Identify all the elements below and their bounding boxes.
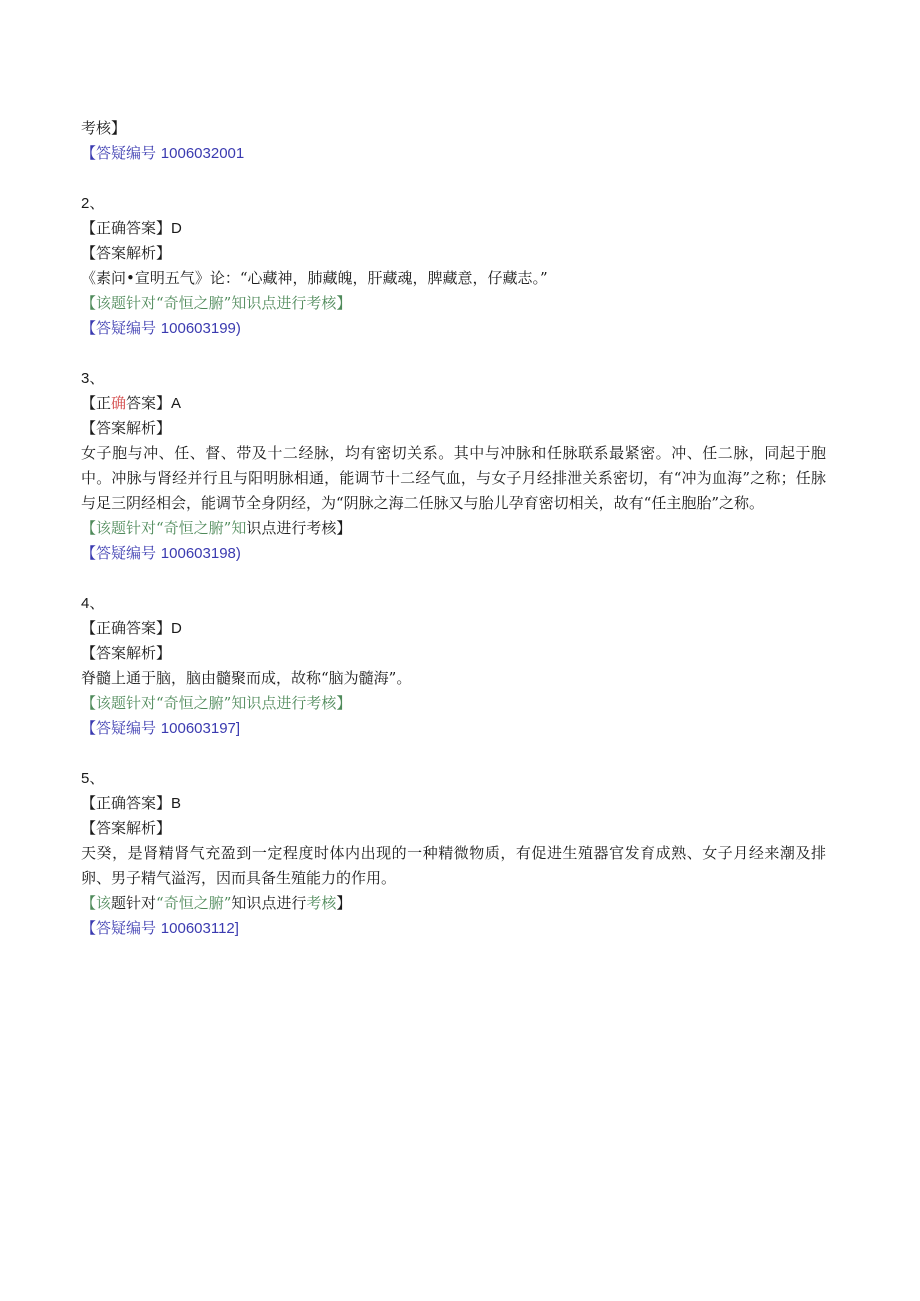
kp-topic: “奇恒之腑”知 (156, 294, 247, 312)
kp-close-a: 知识点进行 (231, 894, 307, 912)
kp-topic: “奇恒之腑”知 (156, 519, 247, 537)
analysis-text: 脊髓上通于脑，脑由髓聚而成，故称“脑为髓海”。 (81, 669, 412, 687)
analysis-text: 女子胞与冲、任、督、带及十二经脉，均有密切关系。其中与冲脉和任脉联系最紧密。冲、任二脉，同起于胞中。冲脉与肾经并行且与阳明脉相通，能调节十二经气血，与女子月经排泄关系密切，有“冲为血海”之称；任脉与足三阴经相会，能调节全身阴经，为“阴脉之海二任脉又与胎儿孕育密切相关，故有“任主胞胎”之称。 (81, 444, 826, 512)
question-number: 4、 (81, 595, 105, 612)
answer-id-number: 1006032001 (160, 145, 245, 162)
correct-answer-label-c: 答案】 (126, 394, 172, 412)
correct-answer-label-b: 确 (111, 394, 127, 412)
prev-answer-id (81, 141, 831, 166)
answer-id-number: 100603197] (160, 720, 241, 737)
answer-id-number: 100603112] (160, 920, 239, 937)
kp-close: 识点进行考核】 (246, 294, 352, 312)
analysis-label: 【答案解析】 (81, 244, 172, 262)
correct-answer-value: D (171, 620, 182, 637)
kp-open-b: 题针对 (111, 894, 157, 912)
question-5 (81, 766, 831, 941)
question-number: 5、 (81, 770, 105, 787)
correct-answer-label: 【正确答案】 (81, 619, 172, 637)
kp-open: 【该题针对 (81, 519, 157, 537)
kp-open-a: 【该 (81, 894, 112, 912)
question-2 (81, 191, 831, 341)
kp-open: 【该题针对 (81, 694, 157, 712)
correct-answer-value: B (171, 795, 182, 812)
kp-close-b: 考核 (306, 894, 337, 912)
answer-id-label: 【答疑编号 (81, 319, 157, 337)
question-4 (81, 591, 831, 741)
question-number: 2、 (81, 195, 105, 212)
answer-id-label: 【答疑编号 (81, 544, 157, 562)
answer-id (81, 541, 831, 566)
document-page (81, 116, 831, 941)
prev-question-tail (81, 116, 831, 141)
correct-answer (81, 216, 831, 241)
correct-answer-label-a: 【正 (81, 394, 112, 412)
correct-answer-label: 【正确答案】 (81, 794, 172, 812)
answer-id-number: 100603199) (160, 320, 241, 337)
analysis-text: 天癸，是肾精肾气充盈到一定程度时体内出现的一种精微物质，有促进生殖器官发育成熟、女子月经来潮及排卵、男子精气溢泻，因而具备生殖能力的作用。 (81, 844, 826, 887)
analysis-label: 【答案解析】 (81, 644, 172, 662)
correct-answer-label: 【正确答案】 (81, 219, 172, 237)
knowledge-point (81, 891, 831, 916)
prev-kp-tail: 考核】 (81, 119, 127, 137)
analysis-label: 【答案解析】 (81, 819, 172, 837)
answer-id (81, 316, 831, 341)
kp-topic: “奇恒之腑”知 (156, 694, 247, 712)
kp-close: 识点进行考核】 (246, 519, 352, 537)
correct-answer (81, 391, 831, 416)
kp-topic: “奇恒之腑” (156, 894, 232, 912)
kp-open: 【该题针对 (81, 294, 157, 312)
question-number: 3、 (81, 370, 105, 387)
question-3 (81, 366, 831, 566)
correct-answer-value: D (171, 220, 182, 237)
answer-id-number: 100603198) (160, 545, 241, 562)
analysis-label: 【答案解析】 (81, 419, 172, 437)
correct-answer-value: A (171, 395, 182, 412)
correct-answer (81, 791, 831, 816)
answer-id-label: 【答疑编号 (81, 144, 157, 162)
answer-id (81, 716, 831, 741)
answer-id-label: 【答疑编号 (81, 719, 157, 737)
kp-close-c: 】 (336, 894, 352, 912)
answer-id-label: 【答疑编号 (81, 919, 157, 937)
knowledge-point (81, 516, 831, 541)
knowledge-point (81, 691, 831, 716)
kp-close: 识点进行考核】 (246, 694, 352, 712)
analysis-text: 《素问•宣明五气》论：“心藏神，肺藏魄，肝藏魂，脾藏意，仔藏志。” (81, 269, 548, 287)
answer-id (81, 916, 831, 941)
correct-answer (81, 616, 831, 641)
knowledge-point (81, 291, 831, 316)
